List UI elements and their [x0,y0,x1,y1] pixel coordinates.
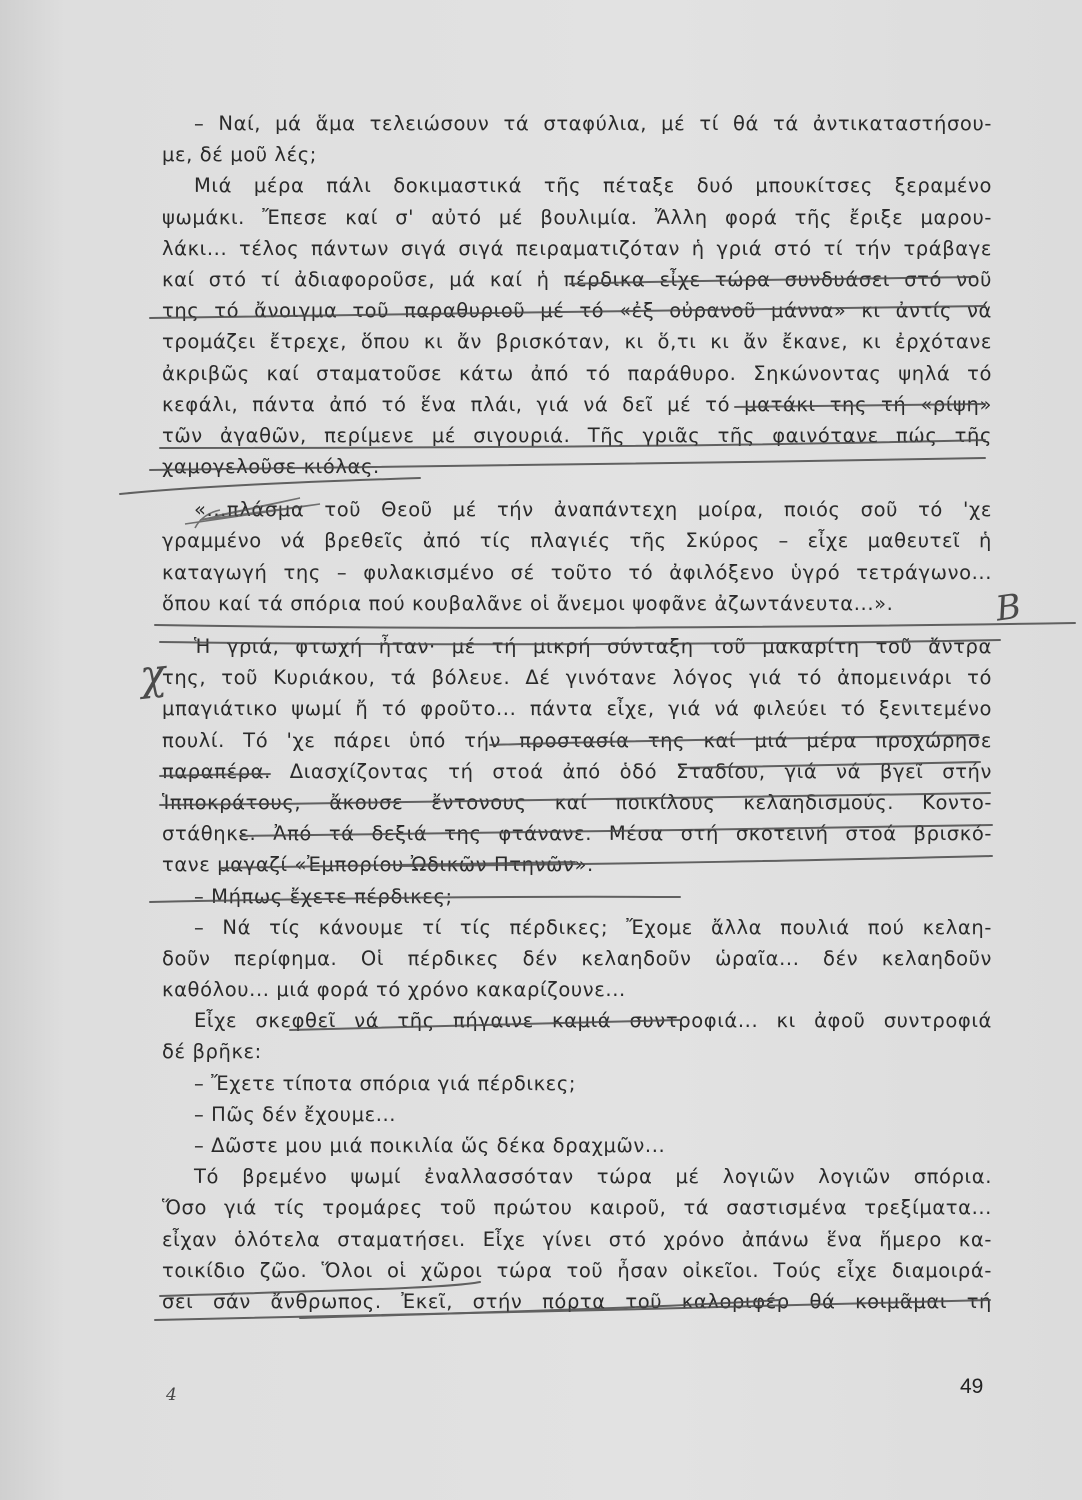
text-line: λάκι... τέλος πάντων σιγά σιγά πειραματιζόταν ἡ γριά στό τί τήν τράβαγε [162,236,992,260]
text-line: σει σάν ἄνθρωπος. Ἐκεῖ, στήν πόρτα τοῦ καλοριφέρ θά κοιμᾶμαι τή [162,1289,992,1313]
margin-note-chi: χ [137,648,168,701]
text-line: εἶχαν ὁλότελα σταματήσει. Εἶχε γίνει στό χρόνο ἀπάνω ἕνα ἥμερο κα- [162,1227,992,1251]
text-line: Ἱπποκράτους, ἄκουσε ἔντονους καί ποικίλους κελαηδισμούς. Κοντο- [162,790,992,814]
text-line: – Πῶς δέν ἔχουμε... [194,1102,397,1126]
text-line: καθόλου... μιά φορά τό χρόνο κακαρίζουνε... [162,978,626,1002]
text-line: ὅπου καί τά σπόρια πού κουβαλᾶνε οἱ ἄνεμοι ψοφᾶνε ἀζωντάνευτα...». [162,591,894,615]
text-line: με, δέ μοῦ λές; [162,143,317,167]
text-line: στάθηκε. Ἀπό τά δεξιά της φτάνανε. Μέσα στή σκοτεινή στοά βρισκό- [162,822,992,846]
page-number: 49 [960,1375,984,1398]
text-line: Μιά μέρα πάλι δοκιμαστικά τῆς πέταξε δυό μπουκίτσες ξεραμένο [194,174,992,198]
text-line: Εἶχε σκεφθεῖ νά τῆς πήγαινε καμιά συντροφιά... κι ἀφοῦ συντροφιά [194,1009,992,1033]
text-line: της, τοῦ Κυριάκου, τά βόλευε. Δέ γινότανε λόγος γιά τό ἀπομεινάρι τό [162,666,992,690]
text-line: πουλί. Τό 'χε πάρει ὑπό τήν προστασία της καί μιά μέρα προχώρησε [162,728,992,752]
text-line: – Μήπως ἔχετε πέρδικες; [194,884,453,908]
text-line: – Ἔχετε τίποτα σπόρια γιά πέρδικες; [194,1071,577,1095]
text-line: ψωμάκι. Ἔπεσε καί σ' αὐτό μέ βουλιμία. Ἄλλη φορά τῆς ἔριξε μαρου- [162,205,992,229]
text-line: – Νά τίς κάνουμε τί τίς πέρδικες; Ἔχομε ἄλλα πουλιά πού κελαη- [194,915,992,939]
text-line: τανε μαγαζί «Ἐμπορίου Ὠδικῶν Πτηνῶν». [162,853,594,877]
text-line: κεφάλι, πάντα ἀπό τό ἕνα πλάι, γιά νά δεῖ μέ τό ματάκι της τή «ρίψη» [162,392,992,416]
text-line: χαμογελοῦσε κιόλας. [162,455,380,479]
text-line: «...πλάσμα τοῦ Θεοῦ μέ τήν ἀναπάντεχη μοίρα, ποιός σοῦ τό 'χε [194,498,992,522]
text-line: τοικίδιο ζῶο. Ὅλοι οἱ χῶροι τώρα τοῦ ἦσαν οἰκεῖοι. Τούς εἶχε διαμοιρά- [162,1258,992,1282]
text-line: – Δῶστε μου μιά ποικιλία ὥς δέκα δραχμῶν... [194,1134,666,1157]
body-text [162,108,992,1317]
text-line: καταγωγή της – φυλακισμένο σέ τοῦτο τό ἀφιλόξενο ὑγρό τετράγωνο... [162,560,992,584]
margin-note-beta: B [993,586,1024,630]
text-line: τρομάζει ἔτρεχε, ὅπου κι ἄν βρισκόταν, κι ὅ,τι κι ἄν ἔκανε, κι ἐρχότανε [162,330,992,354]
text-line: παραπέρα. Διασχίζοντας τή στοά ἀπό ὁδό Σταδίου, γιά νά βγεῖ στήν [162,759,992,783]
text-line: – Ναί, μά ἅμα τελειώσουν τά σταφύλια, μέ τί θά τά ἀντικαταστήσου- [194,112,992,135]
text-line: Ἡ γριά, φτωχή ἦταν· μέ τή μικρή σύνταξη τοῦ μακαρίτη τοῦ ἄντρα [194,635,992,658]
text-line: τῶν ἀγαθῶν, περίμενε μέ σιγουριά. Τῆς γριᾶς τῆς φαινότανε πώς τῆς [162,423,992,447]
text-line: δοῦν περίφημα. Οἱ πέρδικες δέν κελαηδοῦν ὡραῖα... δέν κελαηδοῦν [162,946,992,970]
text-line: δέ βρῆκε: [162,1040,262,1064]
text-line: γραμμένο νά βρεθεῖς ἀπό τίς πλαγιές τῆς Σκύρος – εἶχε μαθευτεῖ ἡ [162,529,992,553]
text-line: καί στό τί ἀδιαφοροῦσε, μά καί ἡ πέρδικα εἶχε τώρα συνδυάσει στό νοῦ [162,267,992,291]
text-line: Ὅσο γιά τίς τρομάρες τοῦ πρώτου καιροῦ, τά σαστισμένα τρεξίματα... [162,1196,992,1220]
signature-mark: 4 [166,1385,177,1405]
text-line: Τό βρεμένο ψωμί ἐναλλασσόταν τώρα μέ λογιῶν λογιῶν σπόρια. [194,1165,992,1189]
text-line: μπαγιάτικο ψωμί ἤ τό φροῦτο... πάντα εἶχε, γιά νά φιλεύει τό ξενιτεμένο [162,697,992,721]
text-line: ἀκριβῶς καί σταματοῦσε κάτω ἀπό τό παράθυρο. Σηκώνοντας ψηλά τό [162,361,992,385]
text-line: της τό ἄνοιγμα τοῦ παραθυριοῦ μέ τό «ἐξ οὐρανοῦ μάννα» κι ἀντίς νά [162,299,992,323]
